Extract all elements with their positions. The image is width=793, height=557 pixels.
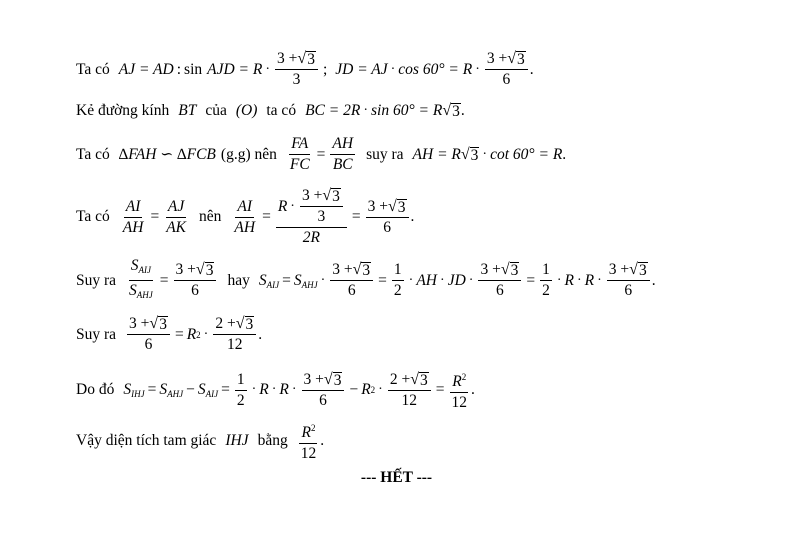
math: .	[562, 145, 567, 163]
math: .	[460, 102, 465, 119]
math: :	[176, 60, 182, 78]
text: Ta có	[76, 60, 110, 78]
compound-fraction: R · 3 + √ 3 3 2R	[276, 187, 347, 247]
line-s-ihj: Do đó $S_{IHJ}$ = $S_{AHJ}$ − $S_{AIJ}$ = $\frac{1}{2}$ · R · R · 3 + √ 3 6 − R 2 · 2 + √ 3 12 = $\frac{R^2}{12}$ .	[76, 368, 475, 412]
fraction: 3 + √ 3 6	[302, 371, 345, 410]
math: (O)	[235, 102, 258, 119]
fraction: 3 + √ 3 6	[478, 261, 521, 300]
fraction: 2 + √ 3 12	[388, 371, 431, 410]
math: ;	[322, 60, 328, 78]
fraction: 3 + √ 3 3	[275, 50, 318, 89]
fraction: 3 + √ 3 6	[174, 261, 217, 300]
text: ta có	[266, 102, 297, 119]
text: Ta có	[76, 208, 110, 225]
fraction: $\frac{1}{2}$	[236, 370, 245, 409]
text: bằng	[257, 432, 288, 449]
end-marker: --- HẾT ---	[360, 469, 433, 486]
text: của	[205, 102, 227, 119]
math: BC = 2R	[305, 102, 361, 119]
fraction: $\frac{R^2}{12}$	[449, 368, 469, 412]
fraction: 3 + √ 3 6	[485, 50, 528, 89]
text: Ta có	[76, 145, 110, 163]
math: .	[258, 325, 263, 343]
text: (g.g) nên	[220, 145, 277, 163]
fraction: $\frac{AJ}{AK}$	[166, 197, 187, 236]
math: ∆FAH ∽ ∆FCB	[118, 146, 216, 163]
text: nên	[199, 208, 222, 225]
fraction: $\frac{1}{2}$	[393, 261, 402, 299]
math: JD = AJ	[335, 60, 388, 78]
fraction: 3 + √ 3 6	[607, 261, 650, 300]
fraction: 3 + √ 3 6	[127, 315, 170, 354]
line-r-squared: Suy ra 3 + √ 3 6 = R 2 · 2 + √ 3 12 .	[76, 315, 263, 353]
math: sin 60° = R	[370, 102, 443, 119]
fraction: 3 + √ 3 6	[330, 261, 373, 300]
fraction: $\frac{R^2}{12}$	[299, 419, 319, 463]
math: AJ = AD	[118, 60, 174, 78]
text: Suy ra	[76, 271, 117, 289]
fraction: $\frac{FA}{FC}$	[289, 135, 310, 173]
math: IHJ	[225, 432, 249, 449]
math: AH = R	[412, 145, 461, 163]
math: .	[470, 381, 475, 398]
text: Kẻ đường kính	[76, 102, 170, 119]
math: .	[651, 271, 656, 289]
fraction: $\frac{AI}{AH}$	[234, 197, 256, 236]
fraction: 2 + √ 3 12	[213, 315, 256, 354]
line-diameter: Kẻ đường kính BT của (O) ta có BC = 2R · sin 60° = R √ 3 .	[76, 102, 465, 120]
fraction: $\frac{S_{AIJ}}{S_{AHJ}}$	[129, 257, 153, 300]
fraction: $\frac{AH}{BC}$	[332, 135, 354, 173]
math: .	[320, 432, 325, 449]
fraction: $\frac{AI}{AH}$	[122, 197, 144, 236]
line-area-ratio: Suy ra $\frac{S_{AIJ}}{S_{AHJ}}$ = 3 + √ 3 6 hay $S_{AIJ}$ = $S_{AHJ}$ · 3 + √ 3 6 = $\frac{1}{2}$ · AH · JD · 3 + √ 3 6 = $\frac{1}{2}$ · R · R · 3 + √ 3 6 .	[76, 257, 656, 304]
line-ai-ah: Ta có $\frac{AI}{AH}$ = $\frac{AJ}{AK}$ nên $\frac{AI}{AH}$ = R · 3 + √ 3 3 2R = 3 + √ 3 6 .	[76, 187, 415, 246]
text: Vậy diện tích tam giác	[76, 432, 217, 449]
line-similar: Ta có ∆FAH ∽ ∆FCB (g.g) nên $\frac{FA}{FC}$ = $\frac{AH}{BC}$ suy ra AH = R √ 3 · cot 60° = R .	[76, 135, 567, 173]
math: AJD = R	[207, 60, 263, 78]
fraction: $\frac{1}{2}$	[542, 261, 550, 299]
text: Do đó	[76, 381, 115, 398]
math: .	[529, 60, 534, 78]
math: cot 60° = R	[490, 145, 563, 163]
text: hay	[227, 271, 250, 289]
math: BT	[178, 102, 197, 119]
line-conclusion	[76, 419, 324, 463]
line-aj-jd: Ta có AJ = AD : sin AJD = R · 3 + √ 3 3 ; JD = AJ · cos 60° = R · 3 + √ 3 6 .	[76, 50, 534, 88]
math: cos 60° = R	[398, 60, 473, 78]
math: .	[410, 208, 415, 225]
math: sin	[184, 60, 203, 78]
fraction: 3 + √ 3 6	[366, 198, 409, 237]
text: Suy ra	[76, 325, 117, 343]
text: suy ra	[366, 145, 404, 163]
